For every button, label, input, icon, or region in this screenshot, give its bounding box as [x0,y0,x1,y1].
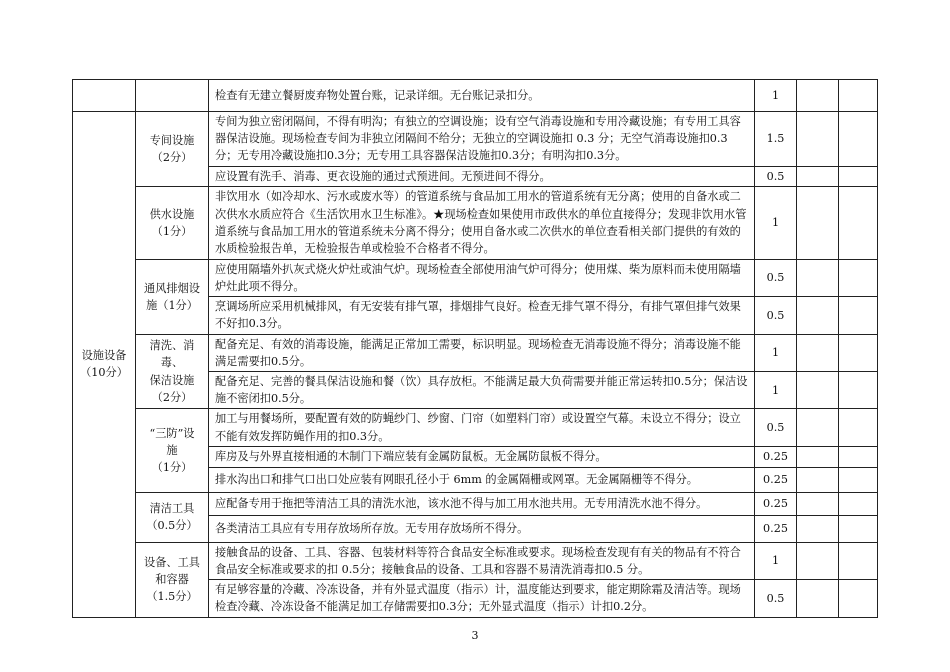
subcategory-cell [136,112,209,187]
subcategory-cell [136,334,209,409]
table-row [73,334,878,371]
blank-cell [839,446,878,467]
score-cell: 0.25 [755,492,797,515]
blank-cell [839,580,878,617]
subcategory-cell [136,542,209,617]
score-cell: 0.5 [755,409,797,446]
criteria-cell: 专间为独立密闭隔间，不得有明沟；有独立的空调设施；设有空气消毒设施和专用冷藏设施；有专用工具容器保洁设施。现场检查专间为非独立闭隔间不给分；无独立的空调设施扣 0.3 分；无空气消毒设施扣0.3分；无专用冷藏设施扣0.3分；无专用工具容器保洁设施扣0.3分；有明沟扣0.3分。 [209,112,755,167]
score-cell: 0.25 [755,467,797,492]
table-row [73,542,878,579]
criteria-cell: 排水沟出口和排气口出口处应装有网眼孔径小于 6mm 的金属隔栅或网罩。无金属隔栅等不得分。 [209,467,755,492]
blank-cell [839,542,878,579]
blank-cell [797,259,839,296]
subcategory-cell [136,492,209,542]
criteria-cell: 库房及与外界直接相通的木制门下端应装有金属防鼠板。无金属防鼠板不得分。 [209,446,755,467]
score-cell: 0.5 [755,259,797,296]
category-cell [73,112,136,618]
criteria-cell: 烹调场所应采用机械排风，有无安装有排气罩，排烟排气良好。检查无排气罩不得分，有排气罩但排气效果不好扣0.3分。 [209,297,755,334]
category-label: 设施设备 （10分） [80,349,128,380]
blank-cell [839,409,878,446]
score-cell: 0.5 [755,166,797,186]
blank-cell [839,297,878,334]
score-cell: 0.25 [755,515,797,542]
blank-cell [797,334,839,371]
blank-cell [839,112,878,167]
table-row [73,259,878,296]
blank-cell [797,492,839,515]
score-cell: 0.5 [755,580,797,617]
score-cell: 1.5 [755,112,797,167]
blank-cell [797,409,839,446]
blank-cell [797,80,839,112]
score-cell: 1 [755,186,797,259]
page-number: 3 [471,629,479,642]
criteria-cell: 各类清洁工具应有专用存放场所存放。无专用存放场所不得分。 [209,515,755,542]
blank-cell [797,112,839,167]
subcategory-label: 专间设施 （2分） [149,133,195,164]
blank-cell [839,372,878,409]
table-row [73,80,878,112]
blank-cell [839,186,878,259]
scoring-table [72,79,878,618]
blank-cell [839,259,878,296]
criteria-cell: 配备充足、完善的餐具保洁设施和餐（饮）具存放柜。不能满足最大负荷需要并能正常运转扣0.5分；保洁设施不密闭扣0.5分。 [209,372,755,409]
subcategory-label: 清洗、消毒、 保洁设施 （2分） [149,339,195,404]
score-cell: 1 [755,334,797,371]
blank-cell [839,166,878,186]
score-cell: 0.5 [755,297,797,334]
blank-cell [797,166,839,186]
blank-cell [797,515,839,542]
blank-cell [797,467,839,492]
blank-cell [839,492,878,515]
subcategory-label: “三防”设 施 （1分） [149,426,195,475]
blank-cell [839,80,878,112]
table-row [73,409,878,446]
blank-cell [839,467,878,492]
blank-cell [839,515,878,542]
score-cell: 1 [755,542,797,579]
subcategory-label: 通风排烟设 施（1分） [144,281,200,312]
subcategory-cell [136,259,209,334]
blank-cell [797,542,839,579]
score-cell: 0.25 [755,446,797,467]
blank-cell [797,297,839,334]
table-row [73,112,878,167]
criteria-cell: 接触食品的设备、工具、容器、包装材料等符合食品安全标准或要求。现场检查发现有有关的物品有不符合食品安全标准或要求的扣 0.5分；接触食品的设备、工具和容器不易清洗消毒扣0.5 分。 [209,542,755,579]
score-cell: 1 [755,80,797,112]
blank-cell [797,186,839,259]
criteria-cell: 应设置有洗手、消毒、更衣设施的通过式预进间。无预进间不得分。 [209,166,755,186]
subcategory-cell-blank [136,80,209,112]
score-cell: 1 [755,372,797,409]
subcategory-label: 清洁工具 （0.5分） [146,502,198,533]
criteria-cell: 应配备专用于拖把等清洁工具的清洗水池，该水池不得与加工用水池共用。无专用清洗水池不得分。 [209,492,755,515]
blank-cell [797,372,839,409]
criteria-cell: 配备充足、有效的消毒设施，能满足正常加工需要，标识明显。现场检查无消毒设施不得分；消毒设施不能满足需要扣0.5分。 [209,334,755,371]
criteria-cell: 加工与用餐场所，要配置有效的防蝇纱门、纱窗、门帘（如塑料门帘）或设置空气幕。未设立不得分；设立不能有效发挥防蝇作用的扣0.3分。 [209,409,755,446]
table-row [73,492,878,515]
criteria-cell: 非饮用水（如冷却水、污水或废水等）的管道系统与食品加工用水的管道系统有无分离；使用的自备水或二次供水水质应符合《生活饮用水卫生标准》。★现场检查如果使用市政供水的单位直接得分；发现非饮用水管道系统与食品加工用水的管道系统未分离不得分；使用自备水或二次供水的单位查看相关部门提供的有效的水质检验报告单，无检验报告单或检验不合格者不得分。 [209,186,755,259]
category-cell-blank [73,80,136,112]
subcategory-label: 供水设施 （1分） [149,207,195,238]
blank-cell [797,446,839,467]
blank-cell [839,334,878,371]
subcategory-cell [136,409,209,492]
criteria-cell: 有足够容量的冷藏、冷冻设备，并有外显式温度（指示）计，温度能达到要求，能定期除霜及清洁等。现场检查冷藏、冷冻设备不能满足加工存储需要扣0.3分；无外显式温度（指示）计扣0.2分。 [209,580,755,617]
table-row [73,186,878,259]
subcategory-cell [136,186,209,259]
subcategory-label: 设备、工具 和容器 （1.5分） [144,555,200,604]
blank-cell [797,580,839,617]
criteria-cell: 应使用隔墙外扒灰式烧火炉灶或油气炉。现场检查全部使用油气炉可得分；使用煤、柴为原料而未使用隔墙炉灶此项不得分。 [209,259,755,296]
criteria-cell: 检查有无建立餐厨废弃物处置台账，记录详细。无台账记录扣分。 [209,80,755,112]
